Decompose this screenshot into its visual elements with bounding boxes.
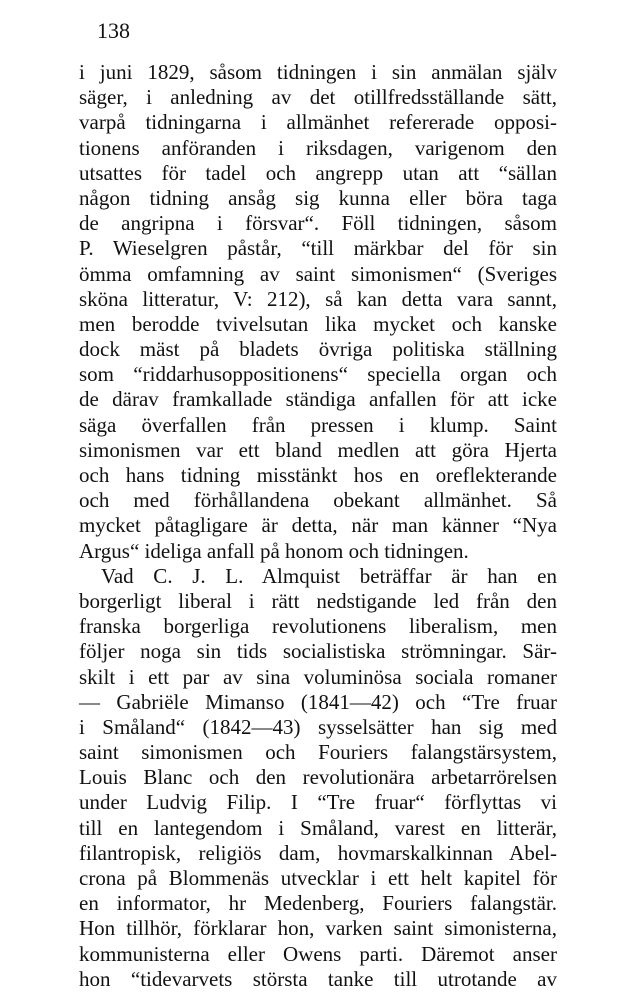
text-line: filantropisk, religiös dam, hovmarskalkinnan Abel- [79,840,557,865]
text-line: som “riddarhusoppositionens“ speciella organ och [79,362,557,387]
text-line: varpå tidningarna i allmänhet refererade opposi- [79,110,557,135]
text-line: de angripna i försvar“. Föll tidningen, såsom [79,211,557,236]
text-line: Hon tillhör, förklarar hon, varken saint simonisterna, [79,916,557,941]
text-line: kommunisterna eller Owens parti. Däremot anser [79,941,557,966]
text-line: i Småland“ (1842—43) sysselsätter han sig med [79,714,557,739]
text-line: Vad C. J. L. Almquist beträffar är han en [101,563,557,588]
text-line: i juni 1829, såsom tidningen i sin anmälan själv [79,60,557,84]
text-line: borgerligt liberal i rätt nedstigande led från den [79,588,557,613]
page-number: 138 [97,18,130,43]
text-line: säger, i anledning av det otillfredsställande sätt, [79,85,557,110]
text-line: dock mäst på bladets övriga politiska ställning [79,337,557,362]
body-text [79,60,557,992]
text-line: P. Wieselgren påstår, “till märkbar del för sin [79,236,557,261]
text-line: — Gabriële Mimanso (1841—42) och “Tre fruar [79,689,557,714]
text-line: Louis Blanc och den revolutionära arbetarrörelsen [79,765,557,790]
text-line: mycket påtagligare är detta, när man känner “Nya [79,513,557,538]
text-line: sköna litteratur, V: 212), så kan detta vara sannt, [79,286,557,311]
text-line: en informator, hr Medenberg, Fouriers falangstär. [79,891,557,916]
text-line: de därav framkallade ständiga anfallen för att icke [79,387,557,412]
text-line: och hans tidning misstänkt hos en oreflekterande [79,463,557,487]
text-line: säga överfallen från pressen i klump. Saint [79,412,557,437]
text-line: Argus“ ideliga anfall på honom och tidningen. [79,538,469,563]
text-line: crona på Blommenäs utvecklar i ett helt kapitel för [79,866,557,890]
text-line: saint simonismen och Fouriers falangstärsystem, [79,740,557,765]
text-line: utsattes för tadel och angrepp utan att “sällan [79,160,557,185]
text-line: till en lantegendom i Småland, varest en litterär, [79,815,557,840]
text-line: någon tidning ansåg sig kunna eller böra taga [79,185,557,210]
text-line: följer noga sin tids socialistiska strömningar. Sär- [79,639,557,664]
text-line: simonismen var ett bland medlen att göra Hjerta [79,437,557,462]
text-line: skilt i ett par av sina voluminösa sociala romaner [79,664,557,689]
text-line: ömma omfamning av saint simonismen“ (Sveriges [79,261,557,286]
text-line: under Ludvig Filip. I “Tre fruar“ förflyttas vi [79,790,557,815]
text-line: franska borgerliga revolutionens liberalism, men [79,614,557,639]
text-line: men berodde tvivelsutan lika mycket och kanske [79,311,557,336]
text-line: och med förhållandena obekant allmänhet. Så [79,488,557,513]
text-line: tionens anföranden i riksdagen, varigenom den [79,135,557,160]
text-line: hon “tidevarvets största tanke till utrotande av [79,966,557,991]
